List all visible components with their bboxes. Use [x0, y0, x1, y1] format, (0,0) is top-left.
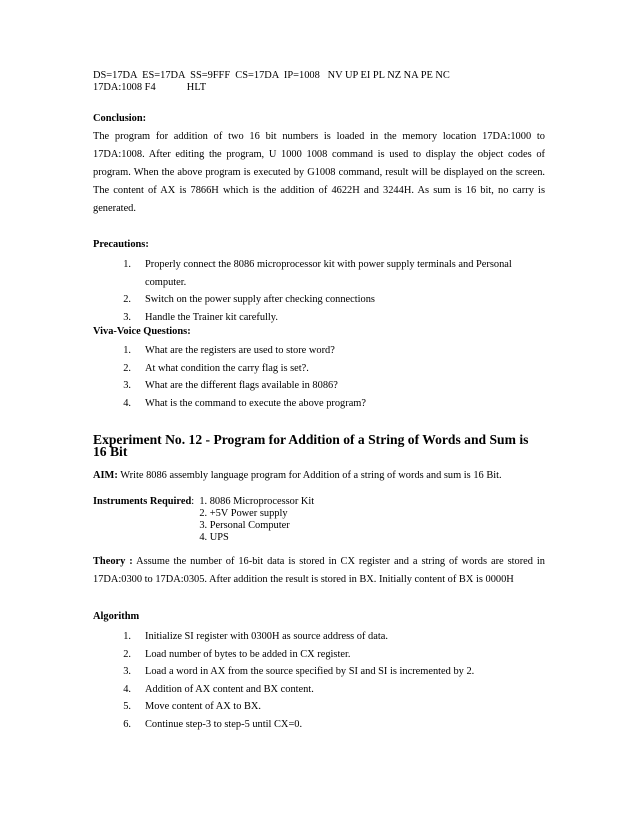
list-item: [93, 342, 545, 360]
list-item: [93, 681, 545, 699]
list-item: [93, 360, 545, 378]
list-item: [93, 628, 545, 646]
instrument-item: 2. +5V Power supply: [199, 508, 288, 519]
list-text: Handle the Trainer kit carefully.: [145, 311, 278, 323]
aim-label: AIM:: [93, 470, 118, 481]
list-text: At what condition the carry flag is set?.: [145, 362, 309, 374]
list-number: 3.: [123, 311, 131, 323]
list-item: [93, 716, 545, 734]
precautions-heading: Precautions:: [93, 239, 149, 250]
instruments-colon: :: [191, 496, 200, 507]
list-text: Load a word in AX from the source specified by SI and SI is incremented by 2.: [145, 666, 475, 677]
conclusion-heading: Conclusion:: [93, 113, 147, 124]
algorithm-list: [93, 628, 545, 733]
disassembly-line: 17DA:1008 F4 HLT: [93, 82, 207, 93]
aim-text: Write 8086 assembly language program for Addition of a string of words and sum is 16 Bit.: [117, 470, 502, 481]
list-number: 2.: [123, 648, 131, 660]
list-number: 1.: [123, 631, 131, 642]
list-item: [93, 663, 545, 681]
document-page: [93, 70, 545, 733]
list-text: What are the registers are used to store word?: [145, 345, 335, 356]
list-text: Addition of AX content and BX content.: [145, 683, 314, 695]
list-item: [93, 256, 545, 291]
list-text: Initialize SI register with 0300H as source address of data.: [145, 631, 388, 642]
list-number: 1.: [123, 345, 131, 356]
theory-text: Assume the number of 16-bit data is stored in CX register and a string of words are stored in 17DA:0300 to 17DA:0305. After addition the result is stored in BX. Initially content of BX is 0000H: [93, 556, 545, 585]
list-text: What are the different flags available in 8086?: [145, 380, 338, 391]
instruments-block: [93, 496, 545, 544]
experiment-title: Experiment No. 12 - Program for Addition of a String of Words and Sum is 16 Bit: [93, 432, 529, 459]
list-number: 6.: [123, 718, 131, 730]
register-dump-line: DS=17DA ES=17DA SS=9FFF CS=17DA IP=1008 NV UP EI PL NZ NA PE NC: [93, 70, 450, 81]
list-text: Load number of bytes to be added in CX register.: [145, 648, 351, 660]
aim-line: [93, 470, 545, 482]
list-number: 5.: [123, 701, 131, 712]
instrument-item: 3. Personal Computer: [199, 520, 290, 531]
algorithm-heading: Algorithm: [93, 611, 140, 622]
list-text: Switch on the power supply after checking connections: [145, 294, 375, 305]
viva-heading: Viva-Voice Questions:: [93, 326, 191, 337]
list-text: Move content of AX to BX.: [145, 701, 262, 712]
list-number: 3.: [123, 666, 131, 677]
list-text: Continue step-3 to step-5 until CX=0.: [145, 718, 303, 730]
list-number: 4.: [123, 397, 131, 409]
instruments-label: Instruments Required: [93, 496, 192, 507]
list-number: 2.: [123, 362, 131, 374]
instruments-list: [199, 496, 314, 544]
theory-label: Theory :: [93, 556, 133, 567]
list-text: Properly connect the 8086 microprocessor kit with power supply terminals and Personal computer.: [145, 259, 512, 288]
list-item: [93, 377, 545, 395]
conclusion-text: The program for addition of two 16 bit numbers is loaded in the memory location 17DA:1000 to 17DA:1008. After editing the program, U 1000 1008 command is used to display the object codes of program. When the above program is executed by G1008 command, result will be displayed on the screen. The content of AX is 7866H which is the addition of 4622H and 3244H. As sum is 16 bit, no carry is generated.: [93, 131, 545, 214]
instrument-item: 1. 8086 Microprocessor Kit: [199, 496, 315, 507]
list-item: [93, 309, 545, 327]
list-item: [93, 646, 545, 664]
list-number: 1.: [123, 259, 131, 270]
list-item: [93, 395, 545, 413]
instrument-item: 4. UPS: [199, 532, 229, 543]
viva-list: [93, 342, 545, 412]
precautions-list: [93, 256, 545, 326]
list-text: What is the command to execute the above program?: [145, 397, 367, 409]
list-number: 2.: [123, 294, 131, 305]
list-number: 3.: [123, 380, 131, 391]
theory-paragraph: [93, 553, 545, 589]
list-item: [93, 698, 545, 716]
list-item: [93, 291, 545, 309]
list-number: 4.: [123, 683, 131, 695]
